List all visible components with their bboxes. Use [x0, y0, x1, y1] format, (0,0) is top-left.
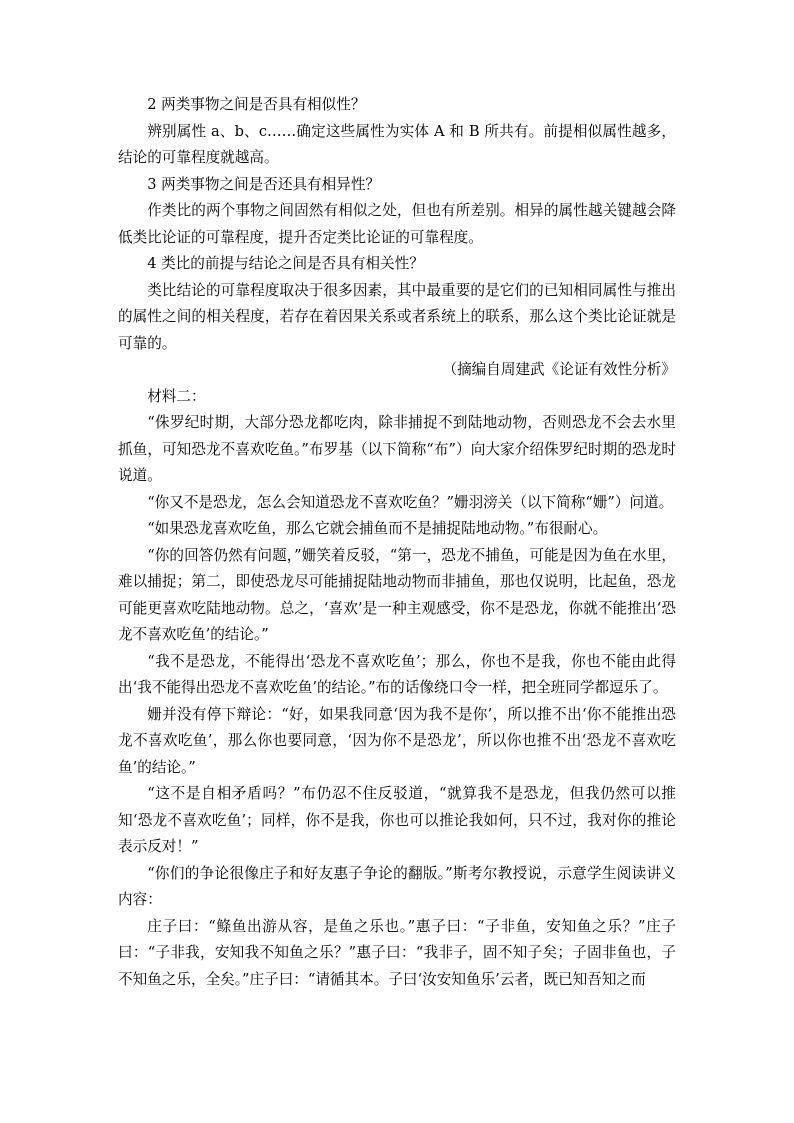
document-body: [118, 92, 676, 993]
material-paragraph: “你又不是恐龙，怎么会知道恐龙不喜欢吃鱼？”姗羽滂关（以下简称“姗”）问道。: [147, 493, 674, 511]
paragraph-similarity: 辨别属性 a、b、c……确定这些属性为实体 A 和 B 所共有。前提相似属性越多，结论的可靠程度就越高。: [118, 122, 676, 166]
material-paragraph: “如果恐龙喜欢吃鱼，那么它就会捕鱼而不是捕捉陆地动物。”布很耐心。: [147, 520, 608, 537]
heading-difference: 3 两类事物之间是否还具有相异性？: [147, 175, 381, 193]
material-paragraph: 姗并没有停下辩论：“好，如果我同意‘因为我不是你’，所以推不出‘你不能推出恐龙不喜欢吃鱼’，那么你也要同意，‘因为你不是恐龙’，所以你也推不出‘恐龙不喜欢吃鱼’的结论。”: [118, 705, 676, 776]
material-paragraph: “你的回答仍然有问题，”姗笑着反驳，“第一，恐龙不捕鱼，可能是因为鱼在水里，难以捕捉；第二，即使恐龙尽可能捕捉陆地动物而非捕鱼，那也仅说明，比起鱼，恐龙可能更喜欢吃陆地动物。总之，‘喜欢’是一种主观感受，你不是恐龙，你就不能推出‘恐龙不喜欢吃鱼’的结论。”: [118, 546, 676, 643]
heading-similarity: 2 两类事物之间是否具有相似性？: [147, 96, 366, 113]
material-title: 材料二：: [147, 387, 206, 405]
source-citation: （摘编自周建武《论证有效性分析》: [442, 361, 676, 378]
paragraph-relevance: 类比结论的可靠程度取决于很多因素，其中最重要的是它们的已知相同属性与推出的属性之间的相关程度，若存在着因果关系或者系统上的联系，那么这个类比论证就是可靠的。: [118, 281, 676, 352]
heading-relevance: 4 类比的前提与结论之间是否具有相关性？: [147, 255, 424, 272]
material-paragraph: “你们的争论很像庄子和好友惠子争论的翻版。”斯考尔教授说，示意学生阅读讲义内容：: [118, 864, 676, 908]
paragraph-difference: 作类比的两个事物之间固然有相似之处，但也有所差别。相异的属性越关键越会降低类比论证的可靠程度，提升否定类比论证的可靠程度。: [118, 202, 676, 246]
material-paragraph: 庄子曰：“鲦鱼出游从容，是鱼之乐也。”惠子曰：“子非鱼，安知鱼之乐？”庄子曰：“子非我，安知我不知鱼之乐？”惠子曰：“我非子，固不知子矣；子固非鱼也，子不知鱼之乐，全矣。”庄子曰：“请循其本。子曰‘汝安知鱼乐’云者，既已知吾知之而: [118, 917, 676, 988]
material-paragraph: “侏罗纪时期，大部分恐龙都吃肉，除非捕捉不到陆地动物，否则恐龙不会去水里抓鱼，可知恐龙不喜欢吃鱼。”布罗基（以下简称“布”）向大家介绍侏罗纪时期的恐龙时说道。: [118, 414, 676, 484]
material-paragraph: “这不是自相矛盾吗？”布仍忍不住反驳道，“就算我不是恐龙，但我仍然可以推知‘恐龙不喜欢吃鱼’；同样，你不是我，你也可以推论我如何，只不过，我对你的推论表示反对！”: [118, 785, 676, 855]
material-paragraph: “我不是恐龙，不能得出‘恐龙不喜欢吃鱼’；那么，你也不是我，你也不能由此得出‘我不能得出恐龙不喜欢吃鱼’的结论。”布的话像绕口令一样，把全班同学都逗乐了。: [118, 652, 676, 696]
